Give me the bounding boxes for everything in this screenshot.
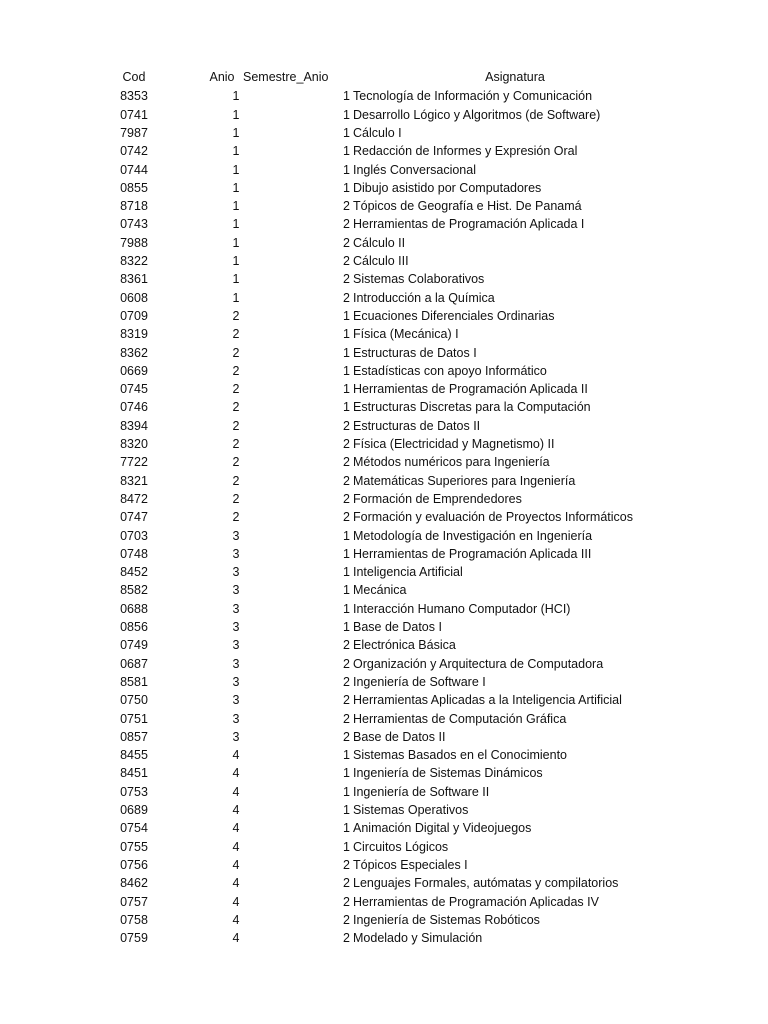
cell-cod: 8320: [120, 437, 148, 451]
cell-asignatura: [340, 911, 740, 929]
cell-anio: 2: [232, 400, 240, 415]
cell-asignatura-text: Herramientas de Computación Gráfica: [353, 711, 567, 726]
cell-semestre-anio: 1: [343, 784, 350, 799]
cell-anio: 4: [232, 857, 240, 872]
cell-semestre-anio: 2: [343, 510, 350, 525]
table-row: [0, 911, 768, 929]
cell-anio: 1: [232, 217, 240, 232]
cell-asignatura-text: Redacción de Informes y Expresión Oral: [353, 144, 578, 159]
cell-semestre-anio: 1: [343, 345, 350, 360]
cell-anio: 1: [232, 290, 240, 305]
cell-asignatura-text: Tópicos de Geografía e Hist. De Panamá: [353, 199, 582, 214]
cell-asignatura-text: Ingeniería de Software II: [353, 784, 490, 799]
cell-anio: 1: [232, 235, 240, 250]
cell-anio: 1: [232, 272, 240, 287]
cell-cod: 8361: [120, 272, 148, 287]
cell-asignatura-text: Sistemas Colaborativos: [353, 272, 485, 287]
cell-semestre-anio: 2: [343, 729, 350, 744]
cell-cod: 0755: [120, 839, 148, 854]
cell-asignatura-text: Tecnología de Información y Comunicación: [353, 89, 593, 104]
cell-asignatura-text: Mecánica: [353, 583, 407, 598]
cell-cod: 8321: [120, 473, 148, 488]
cell-asignatura-text: Ingeniería de Sistemas Dinámicos: [353, 766, 543, 781]
cell-cod: 7722: [120, 455, 148, 470]
cell-cod: 0747: [120, 510, 148, 525]
table-row: [0, 581, 768, 599]
table-row: [0, 655, 768, 673]
cell-cod: 0749: [120, 638, 148, 653]
cell-asignatura: [340, 655, 740, 673]
table-row: [0, 142, 768, 160]
cell-asignatura-text: Sistemas Basados en el Conocimiento: [353, 748, 568, 763]
table-row: [0, 380, 768, 398]
cell-cod: 0856: [120, 620, 148, 634]
cell-cod: 0756: [120, 857, 148, 872]
cell-semestre-anio: 2: [343, 290, 350, 305]
cell-asignatura-text: Herramientas de Programación Aplicada I: [353, 217, 585, 232]
cell-asignatura-text: Circuitos Lógicos: [353, 839, 449, 854]
cell-asignatura-text: Estadísticas con apoyo Informático: [353, 363, 547, 378]
cell-asignatura: [340, 472, 740, 490]
cell-cod: 8362: [120, 345, 148, 360]
table-row: [0, 307, 768, 325]
table-row: [0, 87, 768, 105]
cell-anio: 1: [232, 89, 240, 104]
cell-cod: 8462: [120, 876, 148, 891]
cell-cod: 8319: [120, 327, 148, 342]
cell-asignatura: [340, 581, 740, 599]
header-row: [0, 68, 768, 86]
header-anio: Anio: [209, 70, 235, 84]
cell-semestre-anio: 1: [343, 803, 350, 817]
cell-asignatura-text: Electrónica Básica: [353, 638, 456, 653]
cell-asignatura-text: Herramientas de Programación Aplicadas IV: [353, 894, 599, 909]
table-row: [0, 179, 768, 197]
cell-semestre-anio: 2: [343, 217, 350, 232]
cell-asignatura: [340, 636, 740, 654]
cell-semestre-anio: 1: [343, 363, 350, 378]
cell-anio: 4: [232, 784, 240, 799]
cell-anio: 4: [232, 748, 240, 763]
cell-cod: 0759: [120, 931, 148, 946]
cell-asignatura: [340, 929, 740, 947]
cell-asignatura: [340, 398, 740, 416]
table-row: [0, 289, 768, 307]
cell-semestre-anio: 1: [343, 766, 350, 781]
table-row: [0, 453, 768, 471]
cell-anio: 3: [232, 620, 240, 634]
cell-asignatura: [340, 819, 740, 837]
cell-cod: 8451: [120, 766, 148, 781]
cell-semestre-anio: 2: [343, 418, 350, 433]
cell-anio: 3: [232, 674, 240, 689]
cell-anio: 2: [232, 382, 240, 397]
table-row: [0, 106, 768, 124]
cell-anio: 3: [232, 583, 240, 598]
cell-cod: 0688: [120, 601, 148, 616]
cell-asignatura-text: Física (Electricidad y Magnetismo) II: [353, 437, 555, 451]
cell-semestre-anio: 2: [343, 912, 350, 927]
cell-asignatura-text: Ecuaciones Diferenciales Ordinarias: [353, 308, 555, 323]
table-row: [0, 728, 768, 746]
cell-asignatura-text: Herramientas de Programación Aplicada III: [353, 546, 592, 561]
cell-semestre-anio: 2: [343, 638, 350, 653]
cell-anio: 2: [232, 345, 240, 360]
header-cod: Cod: [122, 70, 146, 84]
cell-asignatura: [340, 490, 740, 508]
cell-asignatura: [340, 856, 740, 874]
cell-semestre-anio: 1: [343, 400, 350, 415]
cell-asignatura-text: Cálculo II: [353, 235, 406, 250]
cell-asignatura-text: Modelado y Simulación: [353, 931, 483, 946]
cell-cod: 0758: [120, 912, 148, 927]
cell-cod: 8582: [120, 583, 148, 598]
cell-cod: 8718: [120, 199, 148, 214]
cell-semestre-anio: 1: [343, 144, 350, 159]
cell-anio: 3: [232, 565, 240, 580]
cell-semestre-anio: 2: [343, 254, 350, 268]
table-row: [0, 545, 768, 563]
cell-asignatura: [340, 527, 740, 545]
cell-asignatura-text: Tópicos Especiales I: [353, 857, 468, 872]
cell-cod: 0753: [120, 784, 148, 799]
cell-anio: 2: [232, 327, 240, 342]
cell-cod: 8472: [120, 491, 148, 506]
cell-asignatura-text: Ingeniería de Software I: [353, 674, 486, 689]
cell-asignatura-text: Organización y Arquitectura de Computadora: [353, 656, 604, 671]
cell-asignatura-text: Métodos numéricos para Ingeniería: [353, 455, 550, 470]
cell-cod: 0703: [120, 528, 148, 543]
cell-asignatura: [340, 380, 740, 398]
cell-cod: 8455: [120, 748, 148, 763]
table-row: [0, 124, 768, 142]
cell-asignatura: [340, 746, 740, 764]
cell-asignatura: [340, 142, 740, 160]
cell-semestre-anio: 2: [343, 876, 350, 891]
cell-anio: 1: [232, 162, 240, 177]
cell-anio: 1: [232, 180, 240, 195]
cell-cod: 0742: [120, 144, 148, 159]
cell-asignatura-text: Lenguajes Formales, autómatas y compilatorios: [353, 876, 619, 891]
cell-semestre-anio: 2: [343, 199, 350, 214]
cell-semestre-anio: 2: [343, 894, 350, 909]
cell-cod: 0709: [120, 308, 148, 323]
cell-semestre-anio: 2: [343, 656, 350, 671]
cell-semestre-anio: 1: [343, 89, 350, 104]
cell-semestre-anio: 1: [343, 382, 350, 397]
cell-asignatura: [340, 344, 740, 362]
cell-cod: 0757: [120, 894, 148, 909]
table-row: [0, 472, 768, 490]
cell-anio: 1: [232, 254, 240, 268]
cell-asignatura: [340, 728, 740, 746]
cell-asignatura: [340, 563, 740, 581]
cell-anio: 2: [232, 455, 240, 470]
cell-asignatura: [340, 215, 740, 233]
cell-cod: 0743: [120, 217, 148, 232]
cell-cod: 0751: [120, 711, 148, 726]
cell-anio: 4: [232, 912, 240, 927]
table-row: [0, 929, 768, 947]
cell-asignatura-text: Inteligencia Artificial: [353, 565, 463, 580]
cell-semestre-anio: 2: [343, 235, 350, 250]
table-row: [0, 600, 768, 618]
table-row: [0, 270, 768, 288]
cell-cod: 0669: [120, 363, 148, 378]
cell-semestre-anio: 2: [343, 455, 350, 470]
cell-asignatura: [340, 179, 740, 197]
table-row: [0, 325, 768, 343]
cell-semestre-anio: 1: [343, 162, 350, 177]
cell-semestre-anio: 1: [343, 308, 350, 323]
cell-asignatura: [340, 801, 740, 819]
cell-semestre-anio: 1: [343, 601, 350, 616]
cell-asignatura: [340, 325, 740, 343]
cell-asignatura-text: Ingeniería de Sistemas Robóticos: [353, 912, 540, 927]
cell-asignatura: [340, 893, 740, 911]
cell-anio: 4: [232, 931, 240, 946]
table-row: [0, 161, 768, 179]
table-row: [0, 215, 768, 233]
cell-anio: 1: [232, 107, 240, 122]
table-row: [0, 838, 768, 856]
table-row: [0, 398, 768, 416]
cell-asignatura: [340, 270, 740, 288]
table-row: [0, 636, 768, 654]
cell-asignatura: [340, 234, 740, 252]
cell-asignatura-text: Física (Mecánica) I: [353, 327, 459, 342]
cell-anio: 2: [232, 418, 240, 433]
cell-anio: 3: [232, 693, 240, 708]
cell-anio: 3: [232, 729, 240, 744]
cell-semestre-anio: 2: [343, 693, 350, 708]
table-row: [0, 252, 768, 270]
cell-asignatura: [340, 87, 740, 105]
cell-asignatura: [340, 710, 740, 728]
cell-semestre-anio: 1: [343, 107, 350, 122]
cell-asignatura-text: Estructuras de Datos I: [353, 345, 477, 360]
cell-asignatura: [340, 307, 740, 325]
cell-semestre-anio: 1: [343, 546, 350, 561]
cell-asignatura: [340, 124, 740, 142]
cell-asignatura-text: Cálculo III: [353, 254, 409, 268]
cell-cod: 8353: [120, 89, 148, 104]
cell-semestre-anio: 2: [343, 272, 350, 287]
cell-asignatura: [340, 673, 740, 691]
cell-semestre-anio: 2: [343, 711, 350, 726]
cell-asignatura-text: Herramientas Aplicadas a la Inteligencia Artificial: [353, 693, 622, 708]
table-row: [0, 417, 768, 435]
cell-anio: 2: [232, 308, 240, 323]
cell-asignatura-text: Inglés Conversacional: [353, 162, 476, 177]
cell-asignatura: [340, 874, 740, 892]
cell-cod: 0608: [120, 290, 148, 305]
cell-asignatura: [340, 838, 740, 856]
cell-cod: 0855: [120, 180, 148, 195]
cell-asignatura: [340, 600, 740, 618]
cell-anio: 3: [232, 528, 240, 543]
table-row: [0, 435, 768, 453]
cell-cod: 0741: [120, 107, 148, 122]
cell-cod: 0750: [120, 693, 148, 708]
cell-cod: 8394: [120, 418, 148, 433]
cell-asignatura: [340, 417, 740, 435]
cell-anio: 3: [232, 601, 240, 616]
cell-semestre-anio: 1: [343, 583, 350, 598]
cell-asignatura-text: Base de Datos II: [353, 729, 446, 744]
table-row: [0, 362, 768, 380]
table-row: [0, 764, 768, 782]
cell-cod: 0744: [120, 162, 148, 177]
cell-anio: 4: [232, 803, 240, 817]
table-row: [0, 691, 768, 709]
table-row: [0, 490, 768, 508]
cell-anio: 4: [232, 821, 240, 836]
cell-asignatura-text: Estructuras de Datos II: [353, 418, 481, 433]
cell-asignatura-text: Formación de Emprendedores: [353, 491, 522, 506]
table-row: [0, 893, 768, 911]
cell-cod: 0748: [120, 546, 148, 561]
cell-asignatura-text: Animación Digital y Videojuegos: [353, 821, 532, 836]
cell-asignatura-text: Base de Datos I: [353, 620, 442, 634]
cell-asignatura-text: Sistemas Operativos: [353, 803, 469, 817]
cell-asignatura: [340, 106, 740, 124]
table-row: [0, 819, 768, 837]
cell-semestre-anio: 2: [343, 931, 350, 946]
cell-semestre-anio: 1: [343, 620, 350, 634]
cell-semestre-anio: 2: [343, 491, 350, 506]
cell-asignatura: [340, 161, 740, 179]
table-row: [0, 783, 768, 801]
table-row: [0, 197, 768, 215]
cell-cod: 0857: [120, 729, 148, 744]
cell-anio: 4: [232, 894, 240, 909]
header-asignatura: Asignatura: [485, 70, 545, 84]
cell-asignatura: [340, 783, 740, 801]
cell-semestre-anio: 1: [343, 180, 350, 195]
cell-cod: 0689: [120, 803, 148, 817]
cell-asignatura-text: Desarrollo Lógico y Algoritmos (de Software): [353, 107, 601, 122]
cell-anio: 4: [232, 876, 240, 891]
cell-anio: 4: [232, 839, 240, 854]
cell-anio: 1: [232, 199, 240, 214]
cell-asignatura: [340, 289, 740, 307]
cell-asignatura: [340, 252, 740, 270]
cell-cod: 8452: [120, 565, 148, 580]
cell-cod: 0754: [120, 821, 148, 836]
cell-semestre-anio: 1: [343, 839, 350, 854]
cell-cod: 7987: [120, 125, 148, 140]
cell-cod: 0746: [120, 400, 148, 415]
cell-anio: 1: [232, 125, 240, 140]
table-row: [0, 801, 768, 819]
cell-anio: 2: [232, 473, 240, 488]
cell-asignatura-text: Cálculo I: [353, 125, 402, 140]
cell-asignatura: [340, 764, 740, 782]
cell-asignatura-text: Dibujo asistido por Computadores: [353, 180, 542, 195]
cell-asignatura: [340, 618, 740, 636]
cell-anio: 2: [232, 491, 240, 506]
cell-cod: 7988: [120, 235, 148, 250]
cell-asignatura: [340, 691, 740, 709]
cell-asignatura: [340, 435, 740, 453]
cell-asignatura: [340, 508, 740, 526]
cell-asignatura: [340, 453, 740, 471]
table-row: [0, 856, 768, 874]
cell-semestre-anio: 1: [343, 528, 350, 543]
cell-anio: 1: [232, 144, 240, 159]
cell-semestre-anio: 1: [343, 565, 350, 580]
cell-asignatura-text: Estructuras Discretas para la Computación: [353, 400, 591, 415]
cell-anio: 3: [232, 638, 240, 653]
cell-semestre-anio: 2: [343, 473, 350, 488]
cell-anio: 3: [232, 656, 240, 671]
cell-asignatura-text: Interacción Humano Computador (HCI): [353, 601, 571, 616]
cell-asignatura-text: Formación y evaluación de Proyectos Informáticos: [353, 510, 633, 525]
table-row: [0, 673, 768, 691]
cell-asignatura: [340, 545, 740, 563]
cell-semestre-anio: 1: [343, 327, 350, 342]
cell-anio: 3: [232, 711, 240, 726]
cell-asignatura-text: Metodología de Investigación en Ingeniería: [353, 528, 593, 543]
cell-cod: 0687: [120, 656, 148, 671]
table-row: [0, 508, 768, 526]
cell-anio: 2: [232, 363, 240, 378]
cell-anio: 2: [232, 437, 240, 451]
cell-semestre-anio: 2: [343, 437, 350, 451]
cell-asignatura: [340, 197, 740, 215]
cell-semestre-anio: 1: [343, 821, 350, 836]
cell-asignatura-text: Herramientas de Programación Aplicada II: [353, 382, 588, 397]
cell-cod: 0745: [120, 382, 148, 397]
cell-cod: 8581: [120, 674, 148, 689]
table-row: [0, 618, 768, 636]
cell-cod: 8322: [120, 254, 148, 268]
header-semestre-anio: Semestre_Anio: [243, 70, 329, 84]
table-row: [0, 746, 768, 764]
cell-semestre-anio: 1: [343, 125, 350, 140]
cell-semestre-anio: 2: [343, 857, 350, 872]
cell-semestre-anio: 1: [343, 748, 350, 763]
cell-anio: 3: [232, 546, 240, 561]
cell-anio: 2: [232, 510, 240, 525]
cell-anio: 4: [232, 766, 240, 781]
table-row: [0, 874, 768, 892]
table-row: [0, 234, 768, 252]
cell-asignatura-text: Matemáticas Superiores para Ingeniería: [353, 473, 576, 488]
cell-asignatura: [340, 362, 740, 380]
table-row: [0, 527, 768, 545]
cell-asignatura-text: Introducción a la Química: [353, 290, 495, 305]
cell-semestre-anio: 2: [343, 674, 350, 689]
table-row: [0, 344, 768, 362]
table-row: [0, 710, 768, 728]
table-row: [0, 563, 768, 581]
